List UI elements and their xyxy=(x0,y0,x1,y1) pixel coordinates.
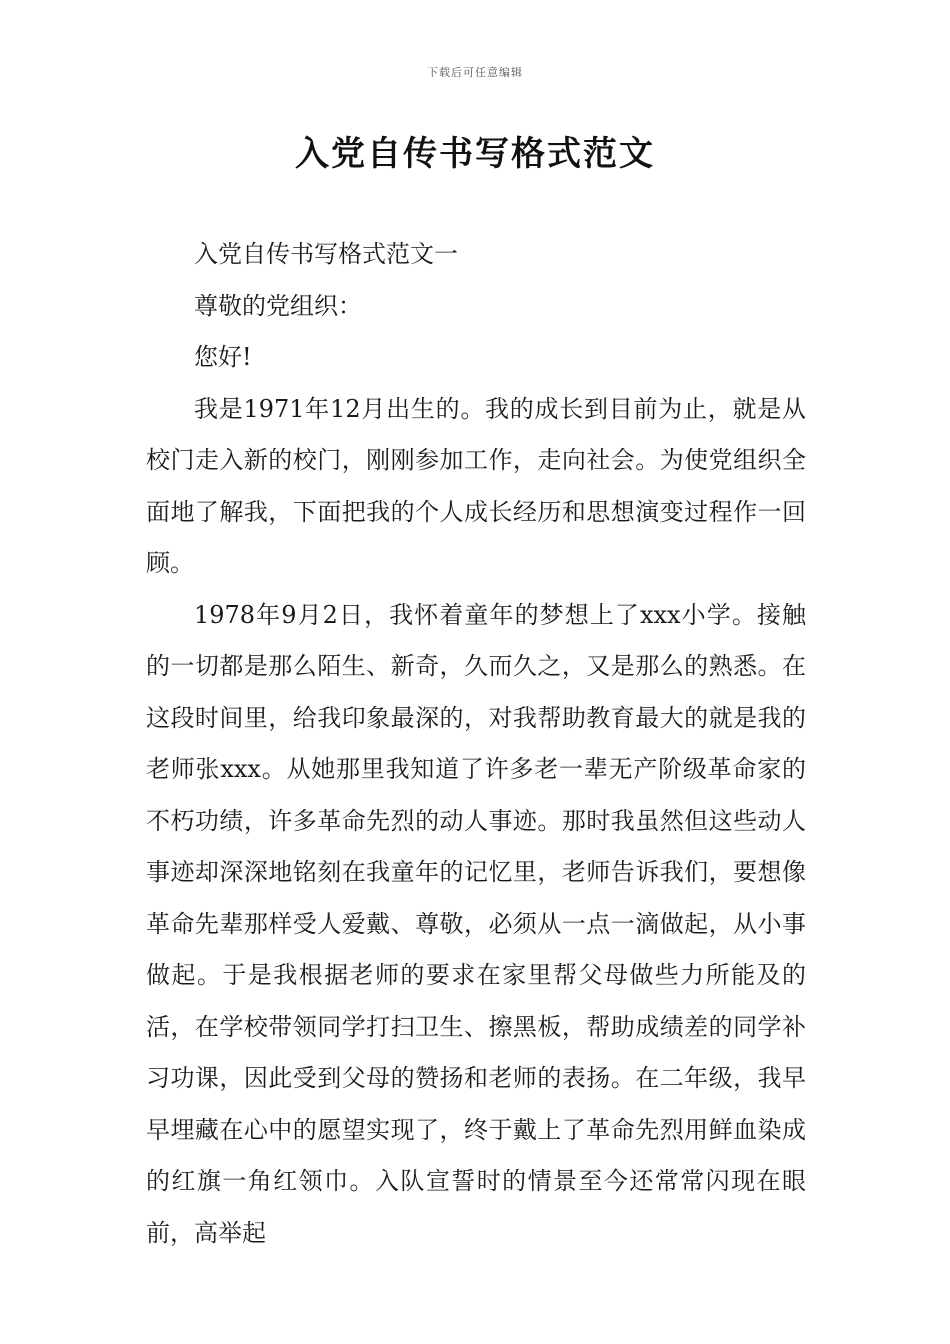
document-title: 入党自传书写格式范文 xyxy=(295,134,655,174)
document-body xyxy=(146,229,806,1259)
section-heading: 入党自传书写格式范文一 xyxy=(194,240,458,268)
body-paragraph: 我是1971年12月出生的。我的成长到目前为止，就是从校门走入新的校门，刚刚参加工作，走向社会。为使党组织全面地了解我，下面把我的个人成长经历和思想演变过程作一回顾。 xyxy=(146,394,806,577)
body-paragraph: 1978年9月2日，我怀着童年的梦想上了xxx小学。接触的一切都是那么陌生、新奇，久而久之，又是那么的熟悉。在这段时间里，给我印象最深的，对我帮助教育最大的就是我的老师张xxx。从她那里我知道了许多老一辈无产阶级革命家的不朽功绩，许多革命先烈的动人事迹。那时我虽然但这些动人事迹却深深地铭刻在我童年的记忆里，老师告诉我们，要想像革命先辈那样受人爱戴、尊敬，必须从一点一滴做起，从小事做起。于是我根据老师的要求在家里帮父母做些力所能及的活，在学校带领同学打扫卫生、擦黑板，帮助成绩差的同学补习功课，因此受到父母的赞扬和老师的表扬。在二年级，我早早埋藏在心中的愿望实现了，终于戴上了革命先烈用鲜血染成的红旗一角红领巾。入队宣誓时的情景至今还常常闪现在眼前，高举起 xyxy=(146,600,806,1247)
greeting: 您好! xyxy=(194,343,252,371)
salutation: 尊敬的党组织： xyxy=(194,291,362,320)
header-note: 下载后可任意编辑 xyxy=(427,66,523,79)
